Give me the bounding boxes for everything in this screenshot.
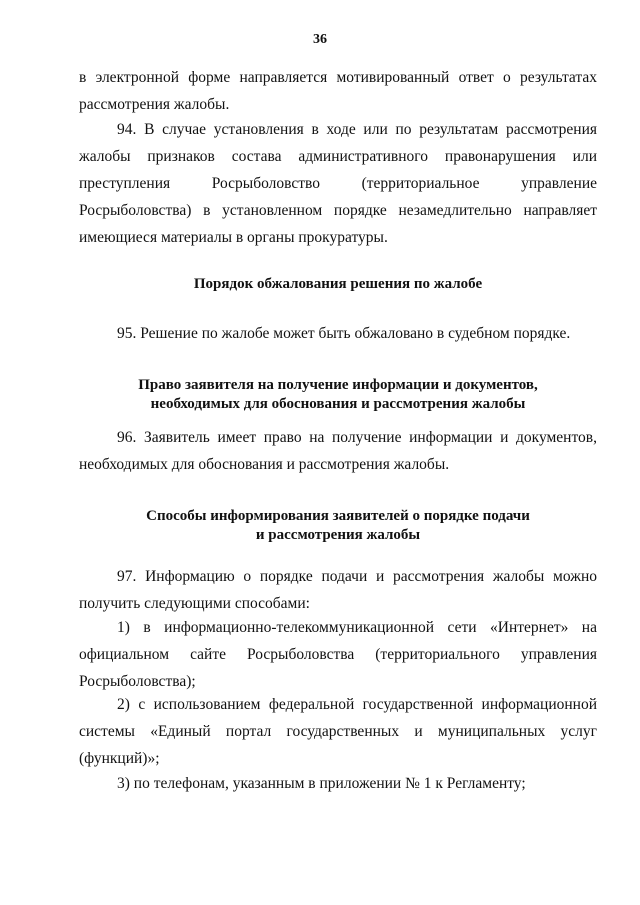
paragraph-95: 95. Решение по жалобе может быть обжаловано в судебном порядке. bbox=[117, 325, 571, 342]
heading-line: Право заявителя на получение информации и документов, bbox=[138, 377, 538, 393]
heading-line: и рассмотрения жалобы bbox=[255, 527, 421, 543]
paragraph-continuation: в электронной форме направляется мотивированный ответ о результатах рассмотрения жалобы. bbox=[79, 69, 597, 113]
heading-applicant-rights bbox=[79, 376, 597, 414]
paragraph-94: 94. В случае установления в ходе или по результатам рассмотрения жалобы признаков состава административного правонарушения или преступления Росрыболовство (территориальное управление Росрыболовства) в установленном порядке незамедлительно направляет имеющиеся материалы в органы прокуратуры. bbox=[79, 121, 597, 246]
paragraph-97: 97. Информацию о порядке подачи и рассмотрения жалобы можно получить следующими способами: bbox=[79, 568, 597, 612]
list-item-97-3: 3) по телефонам, указанным в приложении № 1 к Регламенту; bbox=[117, 775, 526, 792]
list-item-97-2: 2) с использованием федеральной государственной информационной системы «Единый портал государственных и муниципальных услуг (функций)»; bbox=[79, 696, 597, 767]
heading-line: Порядок обжалования решения по жалобе bbox=[193, 276, 483, 292]
heading-line: необходимых для обоснования и рассмотрения жалобы bbox=[150, 396, 526, 412]
heading-line: Способы информирования заявителей о порядке подачи bbox=[146, 508, 530, 524]
page-number: 36 bbox=[313, 32, 327, 47]
list-item-97-1: 1) в информационно-телекоммуникационной сети «Интернет» на официальном сайте Росрыболовства (территориального управления Росрыболовства); bbox=[79, 619, 597, 690]
heading-information-methods bbox=[79, 507, 597, 545]
paragraph-96: 96. Заявитель имеет право на получение информации и документов, необходимых для обоснования и рассмотрения жалобы. bbox=[79, 429, 597, 473]
heading-appeal-procedure bbox=[79, 275, 597, 294]
